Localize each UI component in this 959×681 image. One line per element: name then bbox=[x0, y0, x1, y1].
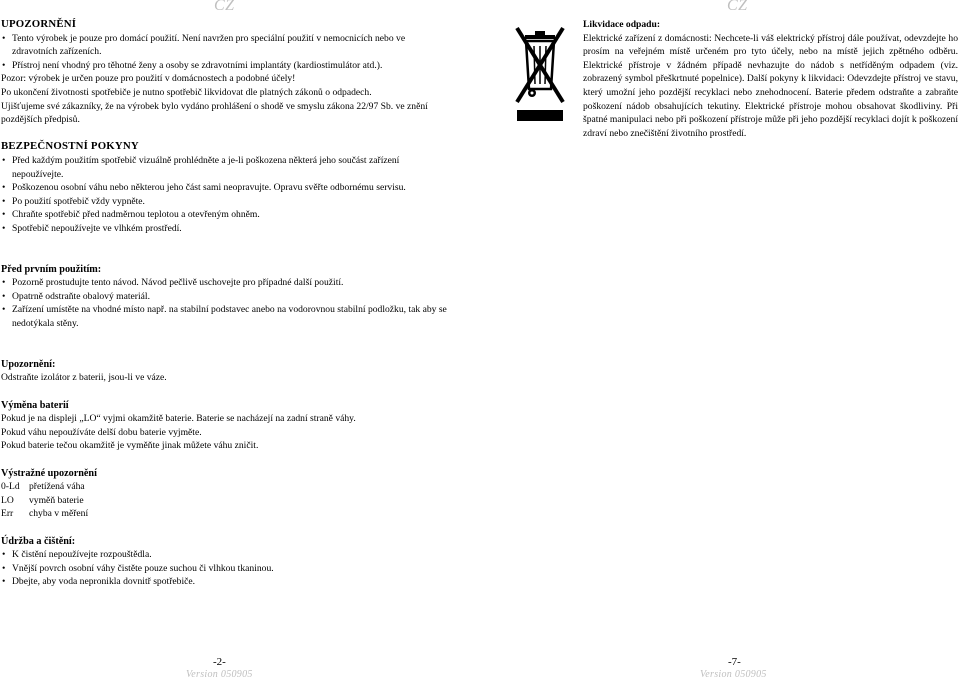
error-code: 0-Ld bbox=[1, 481, 20, 493]
safety-items bbox=[1, 154, 449, 236]
battery-lines bbox=[1, 412, 449, 453]
first-use-item: • Pozorně prostudujte tento návod. Návod pečlivě uschovejte pro případné další použití. bbox=[1, 276, 449, 290]
error-code-meaning: přetížená váha bbox=[29, 481, 85, 493]
error-code: Err bbox=[1, 508, 14, 520]
battery-line: Pokud je na displeji „LO“ vyjmi okamžitě baterie. Baterie se nacházejí na zadní straně váhy. bbox=[1, 413, 356, 425]
error-code-row bbox=[1, 480, 449, 494]
disposal-text: Elektrické zařízení z domácnosti: Nechcete-li váš elektrický přístroj dále používat, odevzdejte ho prosím na veřejném místě určeném pro tyto účely, nebo na místě jejich zpětného odběru. Elektrické přístroje v žádném případě nevhazujte do nádob s netříděným odpadem (viz. zobrazený symbol přeškrtnuté popelnice). Další pokyny k likvidaci: Odevzdejte přístroj ve stavu, který umožní jeho pozdější recyklaci nebo znehodnocení. Baterie předem odstraňte a zabraňte poškození nádob obsahujících tekutiny. Elektrické přístroje mohou obsahovat škodliviny. Při špatné manipulaci nebo při poškození přístroje může při jeho pozdější recyklaci dojít k poškození zdraví nebo znečištění životního prostředí. bbox=[583, 32, 958, 139]
error-codes-table bbox=[1, 480, 449, 521]
error-code-meaning: chyba v měření bbox=[29, 508, 89, 520]
cleaning-items bbox=[1, 548, 449, 589]
warning-title: UPOZORNĚNÍ bbox=[1, 18, 77, 30]
cleaning-item: • K čistění nepoužívejte rozpouštědla. bbox=[1, 548, 449, 562]
page-number-left: -2- bbox=[213, 656, 226, 668]
cleaning-section bbox=[1, 535, 449, 589]
first-use-item: • Zařízení umístěte na vhodné místo např. na stabilní podstavec anebo na vodorovnou stabilní podložku, tak aby se nedotýkala stěny. bbox=[1, 303, 449, 330]
version-left: Version 050905 bbox=[186, 669, 253, 680]
cleaning-item: • Dbejte, aby voda nepronikla dovnitř spotřebiče. bbox=[1, 575, 449, 589]
battery-line: Pokud váhu nepoužíváte delší dobu baterie vyjměte. bbox=[1, 426, 202, 438]
battery-section bbox=[1, 399, 449, 453]
right-column bbox=[583, 18, 958, 140]
version-right: Version 050905 bbox=[700, 669, 767, 680]
first-use-section bbox=[1, 263, 449, 331]
crossed-out-wheelie-bin-icon bbox=[511, 22, 569, 122]
notice-title: Upozornění: bbox=[1, 358, 56, 370]
error-code-row bbox=[1, 494, 449, 508]
notice-section bbox=[1, 358, 449, 385]
warning-item: Pozor: výrobek je určen pouze pro použití v domácnostech a podobné účely! bbox=[1, 73, 296, 85]
safety-item: • Spotřebič nepoužívejte ve vlhkém prostředí. bbox=[1, 222, 449, 236]
page-header-lang-left: CZ bbox=[214, 0, 235, 14]
warning-section bbox=[1, 18, 449, 127]
error-codes-section bbox=[1, 467, 449, 521]
disposal-title: Likvidace odpadu: bbox=[583, 19, 661, 30]
notice-text: Odstraňte izolátor z baterii, jsou-li ve váze. bbox=[1, 372, 167, 384]
error-codes-title: Výstražné upozornění bbox=[1, 467, 97, 479]
safety-item: • Chraňte spotřebič před nadměrnou teplotou a otevřeným ohněm. bbox=[1, 208, 449, 222]
safety-section bbox=[1, 140, 449, 235]
warning-item: Ujišťujeme své zákazníky, že na výrobek bylo vydáno prohlášení o shodě ve smyslu zákona 22/97 Sb. ve znění pozdějších předpisů. bbox=[1, 100, 428, 126]
page-number-right: -7- bbox=[728, 656, 741, 668]
warning-item: Po ukončení životnosti spotřebiče je nutno spotřebič likvidovat dle platných zákonů o odpadech. bbox=[1, 86, 372, 98]
page-header-lang-right: CZ bbox=[727, 0, 748, 14]
cleaning-title: Údržba a čištění: bbox=[1, 535, 76, 547]
error-code-meaning: vyměň baterie bbox=[29, 494, 84, 506]
battery-title: Výměna baterií bbox=[1, 399, 69, 411]
safety-title: BEZPEČNOSTNÍ POKYNY bbox=[1, 140, 139, 153]
warning-item: • Přístroj není vhodný pro těhotné ženy a osoby se zdravotními implantáty (kardiostimulátor atd.). bbox=[1, 59, 449, 73]
warning-items bbox=[1, 32, 449, 127]
safety-item: • Po použití spotřebič vždy vypněte. bbox=[1, 195, 449, 209]
first-use-title: Před prvním použitím: bbox=[1, 263, 102, 275]
warning-item: • Tento výrobek je pouze pro domácí použití. Není navržen pro speciální použití v nemocnicích nebo ve zdravotních zařízeních. bbox=[1, 32, 449, 59]
error-code: LO bbox=[1, 494, 14, 506]
safety-item: • Před každým použitím spotřebič vizuálně prohlédněte a je-li poškozena některá jeho součást zařízení nepoužívejte. bbox=[1, 154, 449, 181]
safety-item: • Poškozenou osobní váhu nebo některou jeho část sami neopravujte. Opravu svěřte odbornému servisu. bbox=[1, 181, 449, 195]
first-use-item: • Opatrně odstraňte obalový materiál. bbox=[1, 290, 449, 304]
error-code-row bbox=[1, 507, 449, 521]
left-column bbox=[1, 18, 449, 589]
battery-line: Pokud baterie tečou okamžitě je vyměňte jinak můžete váhu zničit. bbox=[1, 440, 259, 452]
first-use-items bbox=[1, 276, 449, 330]
cleaning-item: • Vnější povrch osobní váhy čistěte pouze suchou či vlhkou tkaninou. bbox=[1, 562, 449, 576]
